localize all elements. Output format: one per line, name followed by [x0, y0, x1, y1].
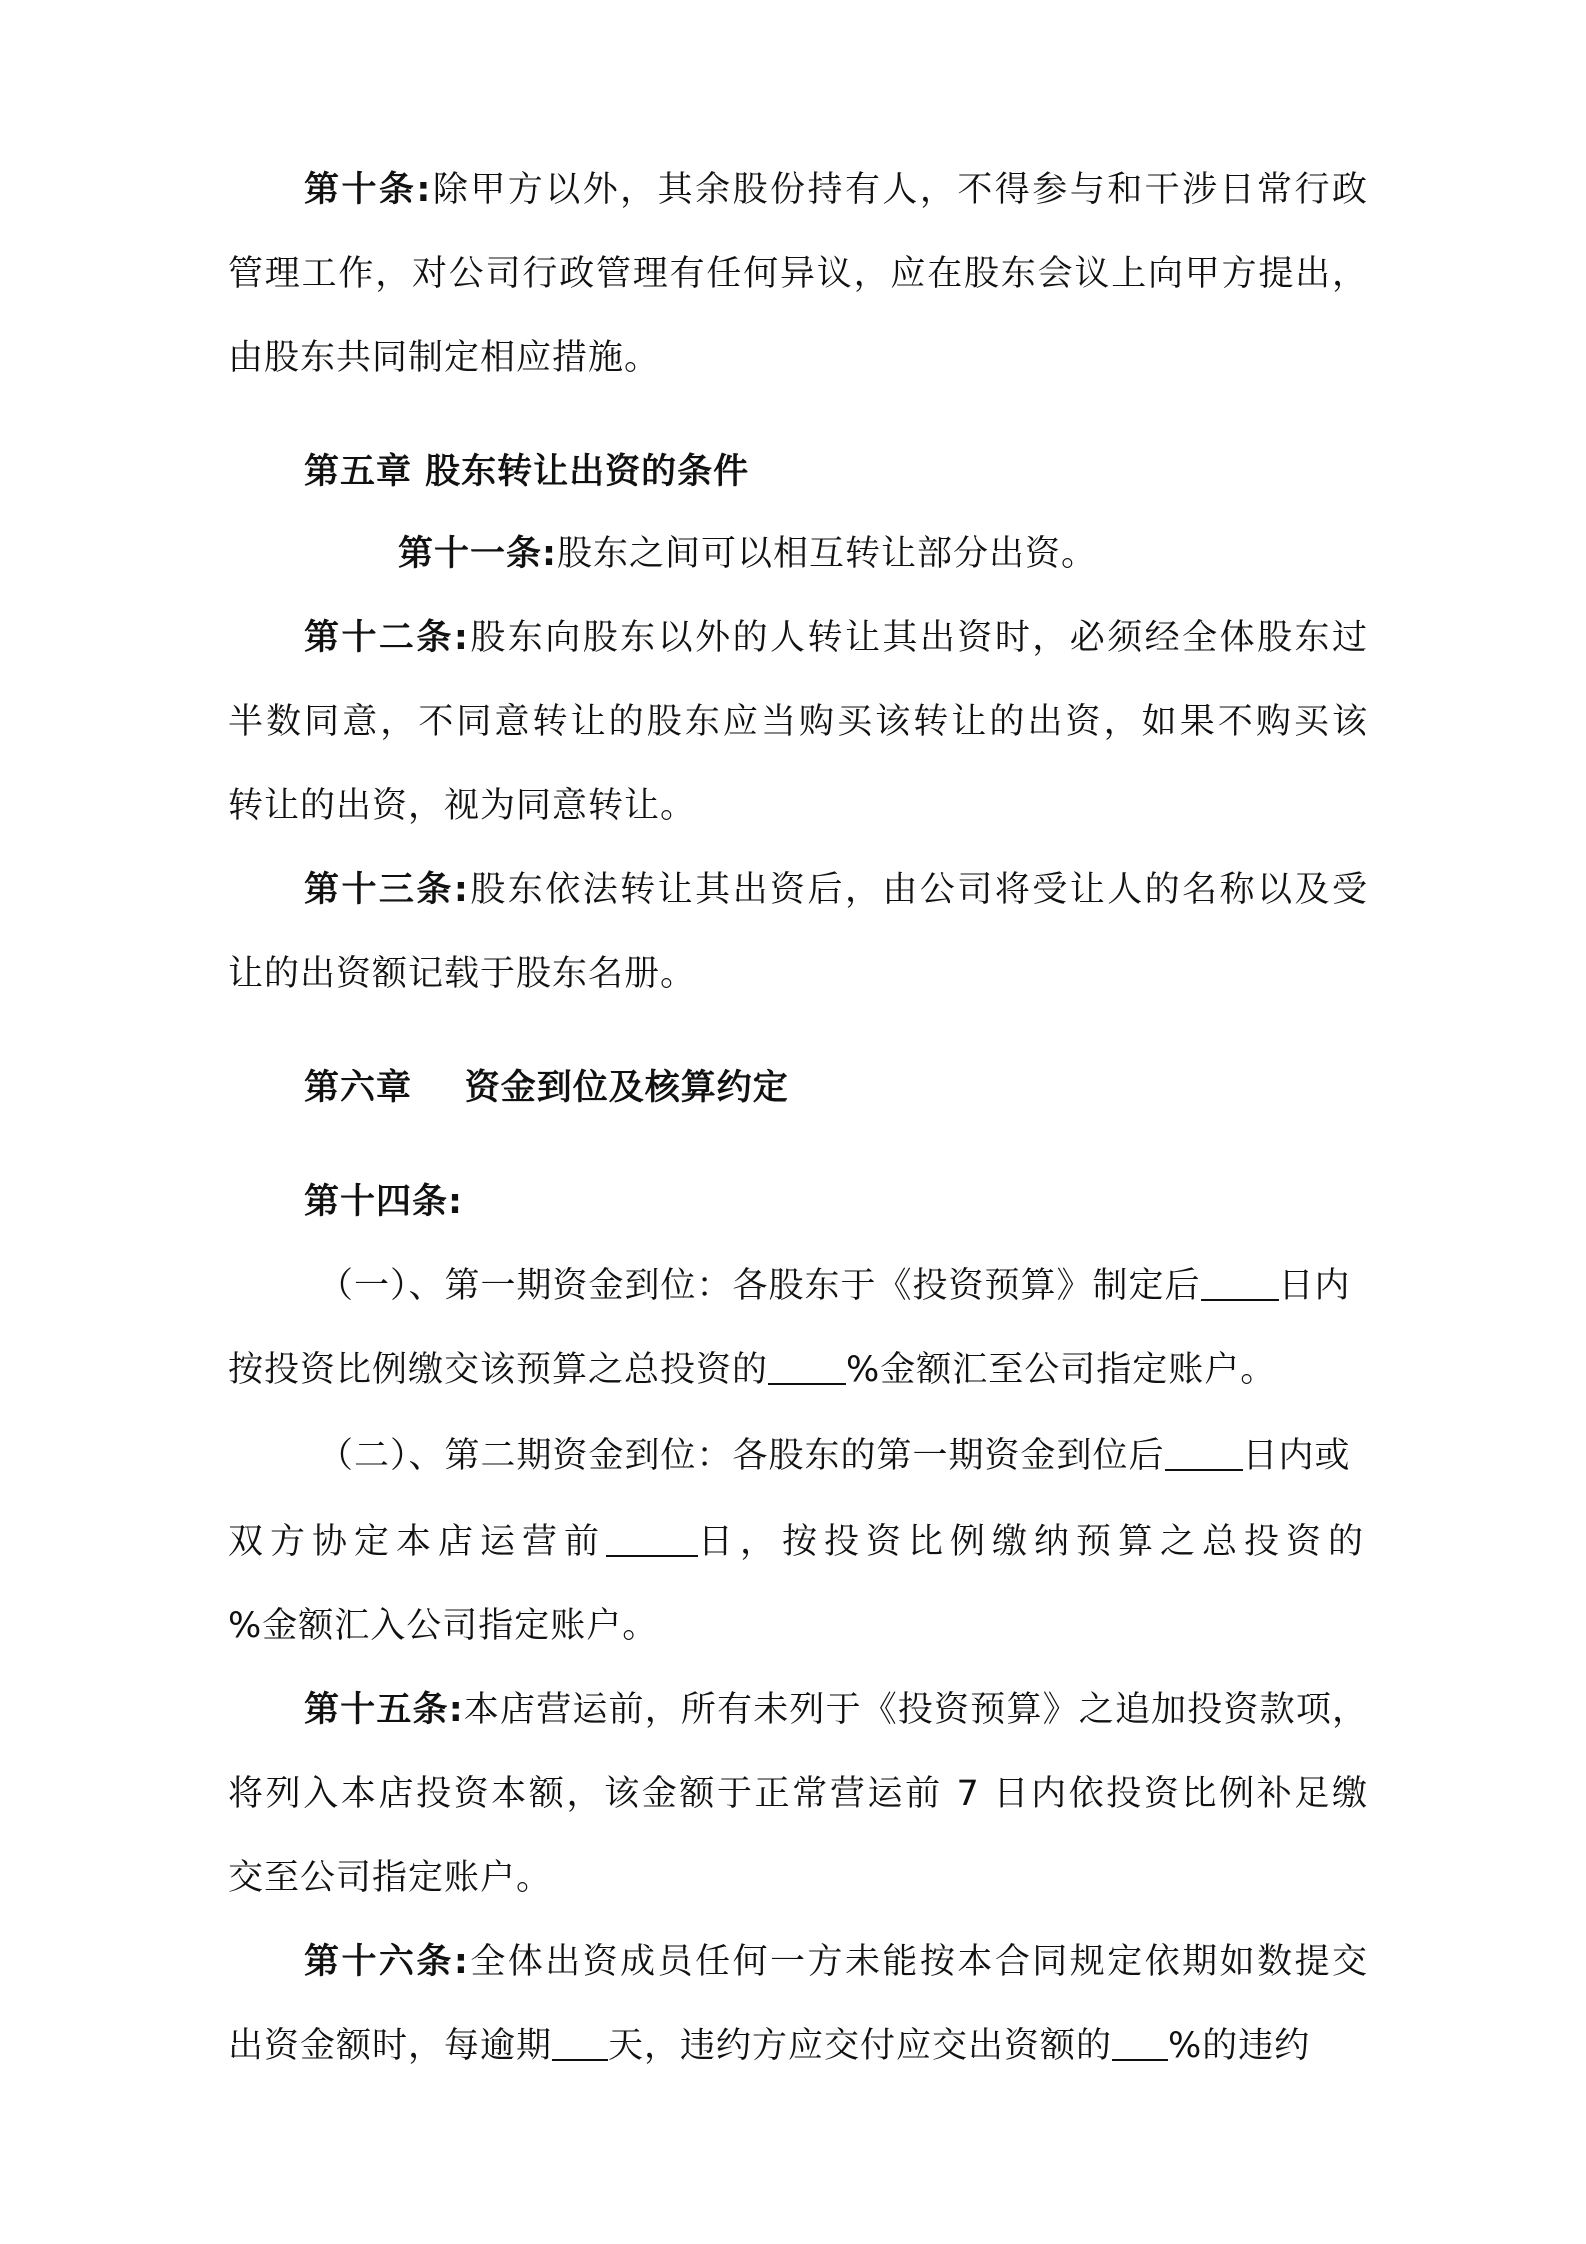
- article-10-text-1: 除甲方以外，其余股份持有人，不得参与和干涉日常行政: [431, 170, 1368, 210]
- article-12-text-1: 股东向股东以外的人转让其出资时，必须经全体股东过: [468, 618, 1368, 658]
- chapter-6-title: 第六章 资金到位及核算约定: [304, 1068, 789, 1108]
- article-15-line-1: [304, 1686, 1368, 1734]
- article-14-item-2-text-a: （二）、第二期资金到位：各股东的第一期资金到位后: [318, 1436, 1165, 1476]
- blank-underline: [1201, 1263, 1279, 1301]
- article-10-label: 第十条:: [304, 170, 432, 210]
- blank-underline: [768, 1347, 846, 1385]
- article-16-text-2b: 天，违约方应交付应交出资额的: [608, 2026, 1113, 2066]
- article-14-item-2-line-1: [318, 1432, 1368, 1480]
- article-11-label: 第十一条:: [398, 534, 557, 574]
- article-13-line-2: 让的出资额记载于股东名册。: [228, 954, 697, 994]
- article-14-item-1-text-c: 按投资比例缴交该预算之总投资的: [228, 1350, 769, 1390]
- article-12-line-3: 转让的出资，视为同意转让。: [228, 786, 697, 826]
- article-10-line-1: [304, 166, 1368, 214]
- blank-underline: [552, 2023, 608, 2061]
- article-12-label: 第十二条:: [304, 618, 469, 658]
- article-15-line-3: 交至公司指定账户。: [228, 1858, 553, 1898]
- article-16-line-2: [228, 2022, 1368, 2070]
- article-11-text: 股东之间可以相互转让部分出资。: [557, 534, 1098, 574]
- article-16-text-1: 全体出资成员任何一方未能按本合同规定依期如数提交: [468, 1942, 1368, 1982]
- article-13-text-1: 股东依法转让其出资后，由公司将受让人的名称以及受: [468, 870, 1368, 910]
- article-14-item-1-text-d: %金额汇至公司指定账户。: [846, 1350, 1277, 1390]
- article-14-item-2-line-3: %金额汇入公司指定账户。: [228, 1606, 659, 1646]
- article-14-label: 第十四条:: [304, 1182, 463, 1222]
- article-14-item-1-line-2: [228, 1346, 1368, 1394]
- article-10-line-3: 由股东共同制定相应措施。: [228, 338, 661, 378]
- article-13-line-1: [304, 866, 1368, 914]
- article-10-line-2: 管理工作，对公司行政管理有任何异议，应在股东会议上向甲方提出，: [228, 254, 1368, 294]
- article-12-line-1: [304, 614, 1368, 662]
- article-14-item-2-line-2: [228, 1518, 1371, 1566]
- article-16-line-1: [304, 1938, 1368, 1986]
- article-16-text-2a: 出资金额时，每逾期: [228, 2026, 553, 2066]
- article-14-item-1-text-b: 日内: [1278, 1266, 1351, 1306]
- article-15-text-1: 本店营运前，所有未列于《投资预算》之追加投资款项，: [463, 1690, 1368, 1730]
- blank-underline: [606, 1519, 698, 1557]
- blank-underline: [1165, 1433, 1243, 1471]
- article-14-item-1-text-a: （一）、第一期资金到位：各股东于《投资预算》制定后: [318, 1266, 1201, 1306]
- article-15-label: 第十五条:: [304, 1690, 464, 1730]
- article-14-item-1-line-1: [318, 1262, 1368, 1310]
- article-13-label: 第十三条:: [304, 870, 469, 910]
- article-16-text-2c: %的违约: [1168, 2026, 1311, 2066]
- article-12-line-2: 半数同意，不同意转让的股东应当购买该转让的出资，如果不购买该: [228, 702, 1368, 742]
- article-14-item-2-text-c: 双方协定本店运营前: [228, 1522, 607, 1562]
- blank-underline: [1112, 2023, 1168, 2061]
- article-14-item-2-text-d: 日，按投资比例缴纳预算之总投资的: [698, 1522, 1371, 1562]
- article-14-item-2-text-b: 日内或: [1242, 1436, 1351, 1476]
- article-16-label: 第十六条:: [304, 1942, 469, 1982]
- article-11-line: [398, 530, 1368, 578]
- chapter-5-title: 第五章 股东转让出资的条件: [304, 452, 750, 492]
- article-15-line-2: 将列入本店投资本额，该金额于正常营运前 7 日内依投资比例补足缴: [228, 1774, 1368, 1814]
